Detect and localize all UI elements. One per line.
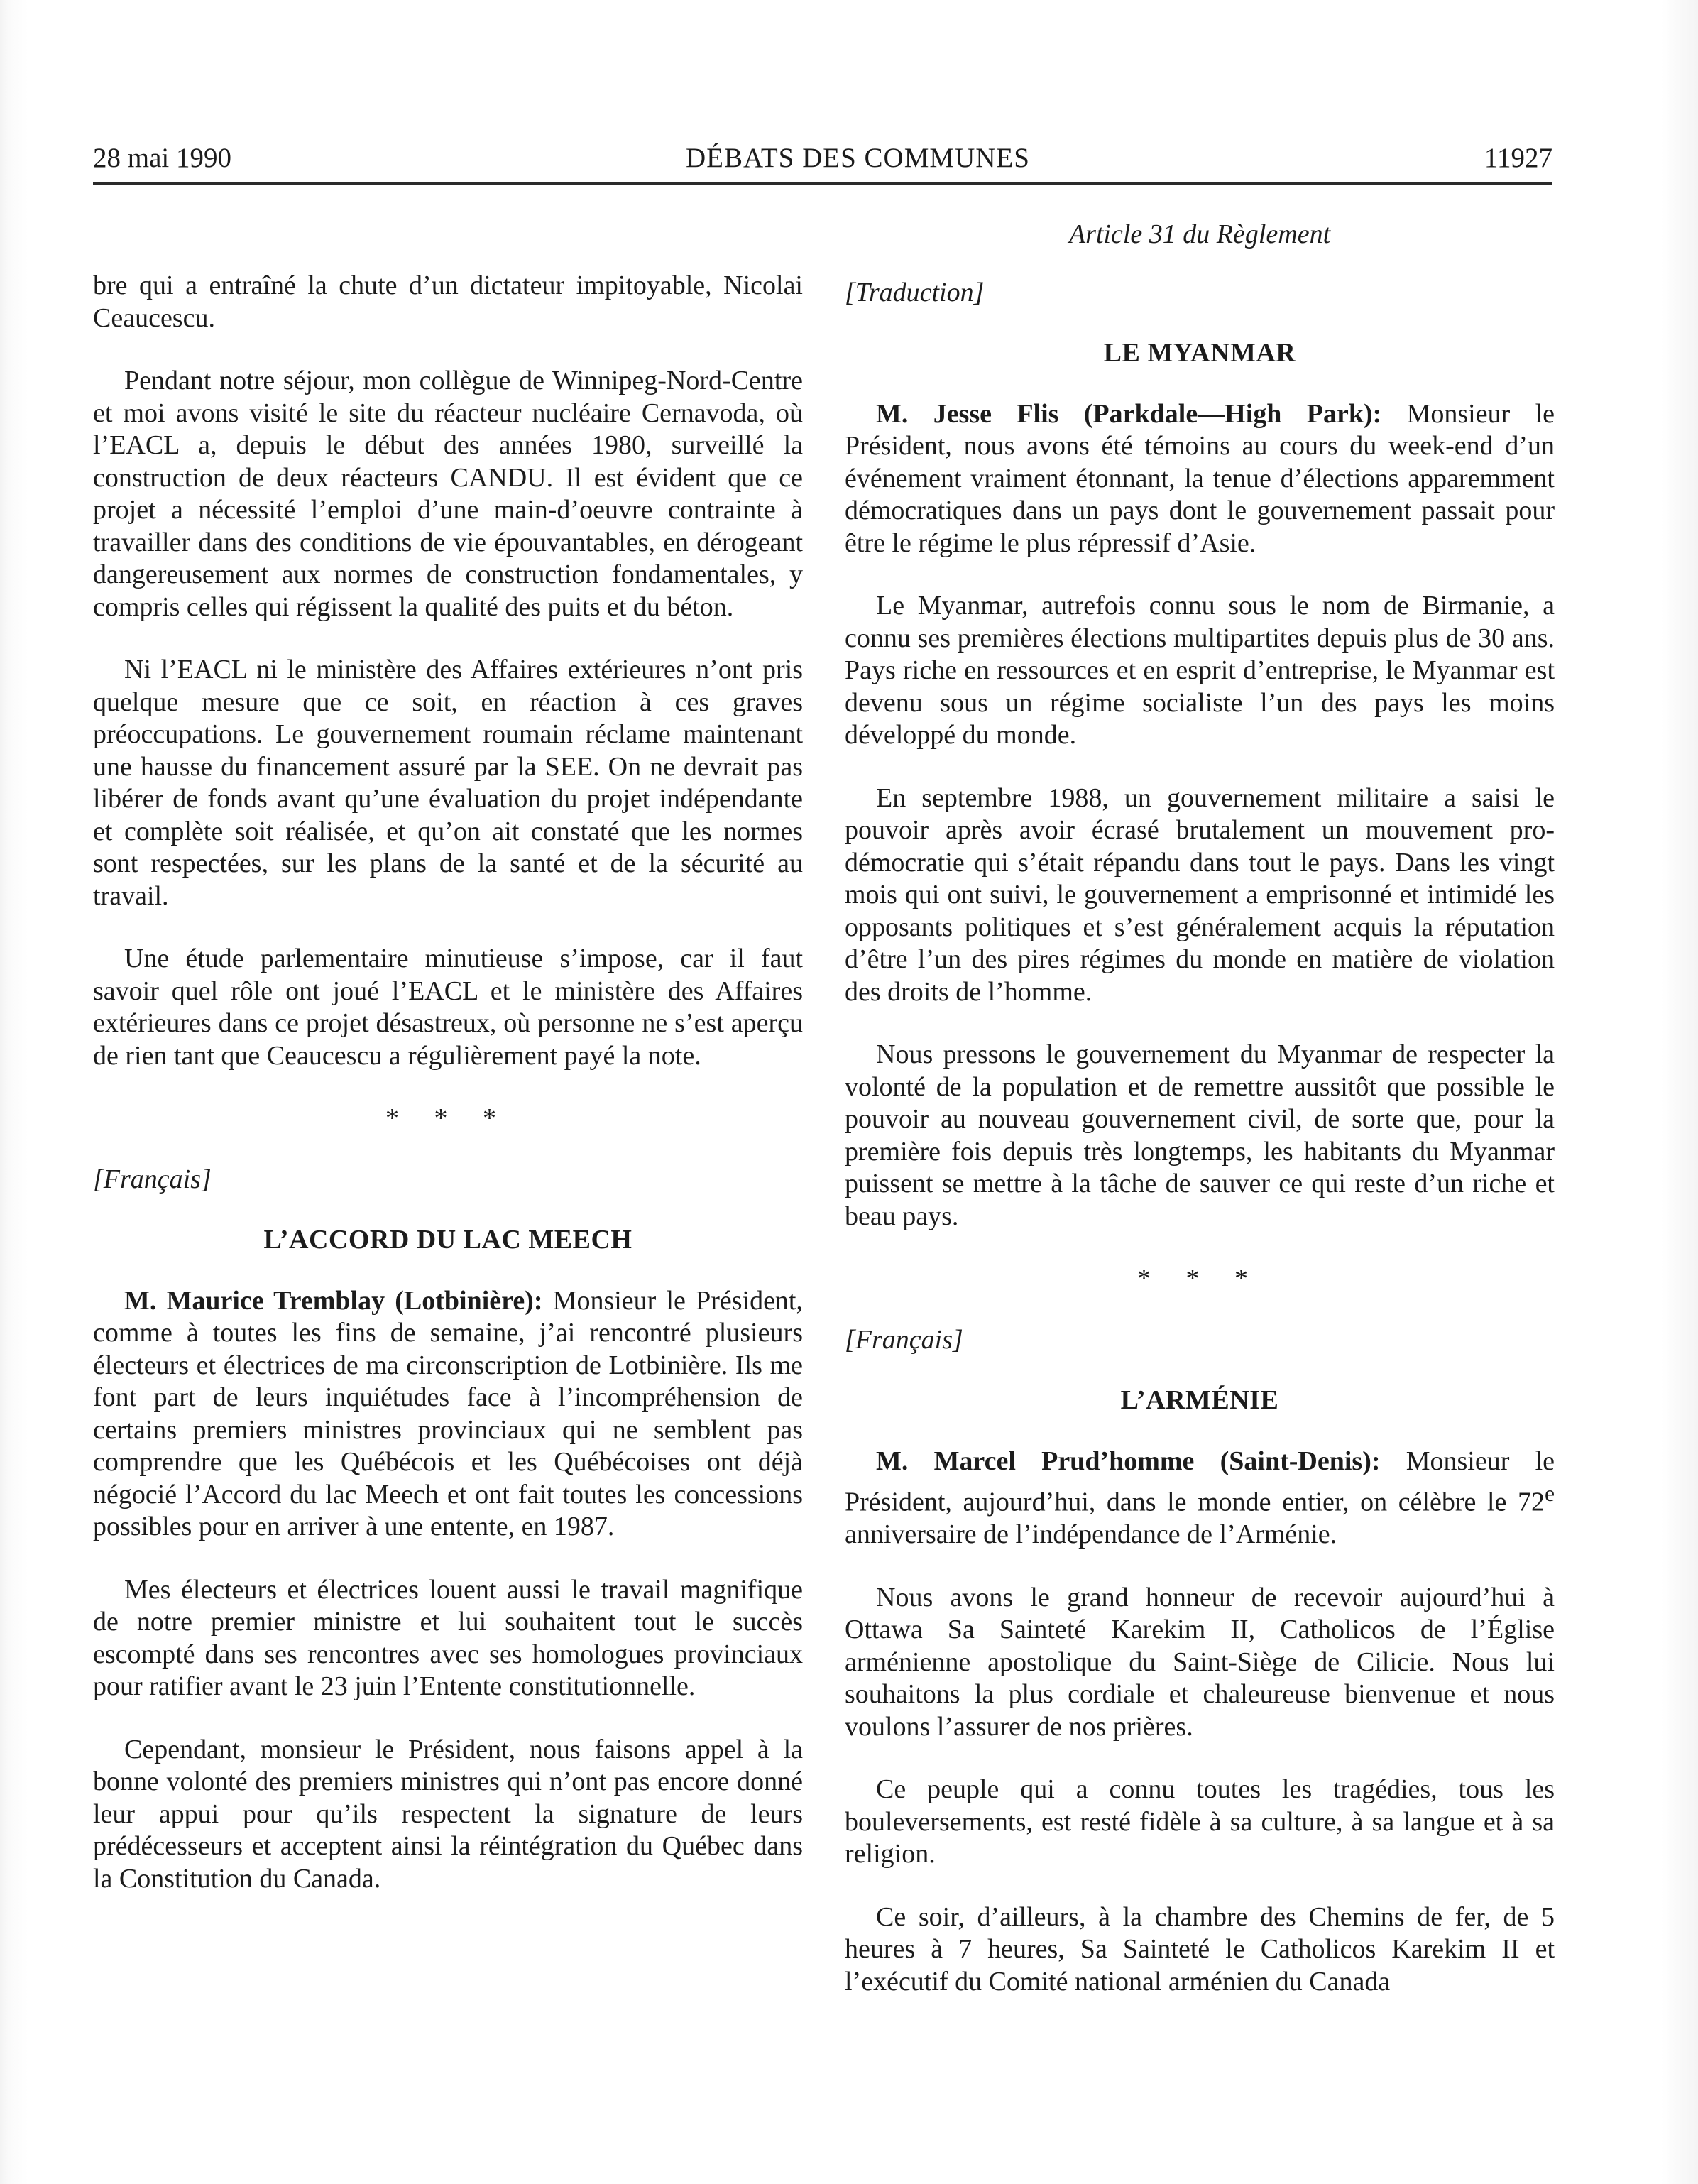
- paragraph: Ni l’EACL ni le ministère des Affaires extérieures n’ont pris quelque mesure que ce soit, en réaction à ces graves préoccupations. Le gouvernement roumain réclame maintenant une hausse du financement assuré par la SEE. On ne devrait pas libérer de fonds avant qu’une évaluation du projet indépendante et complète soit réalisée, et qu’on ait constaté que les normes sont respectées, sur les plans de la santé et de la sécurité au travail.: [93, 655, 803, 911]
- right-column: [845, 219, 1555, 2029]
- paragraph: Nous pressons le gouvernement du Myanmar de respecter la volonté de la population et de remettre aussitôt que possible le pouvoir au nouveau gouvernement civil, de sorte que, pour la première fois depuis très longtemps, les habitants du Myanmar puissent se mettre à la tâche de sauver ce qui reste d’un riche et beau pays.: [845, 1039, 1555, 1231]
- speaker-name: M. Jesse Flis (Parkdale—High Park):: [876, 398, 1382, 429]
- paragraph: Une étude parlementaire minutieuse s’impose, car il faut savoir quel rôle ont joué l’EACL et le ministère des Affaires extérieures dans ce projet désastreux, où personne ne s’est aperçu de rien tant que Ceaucescu a régulièrement payé la note.: [93, 944, 803, 1071]
- ordinal-superscript: e: [1544, 1481, 1555, 1506]
- speech-text: Monsieur le Président, nous avons été témoins au cours du week-end d’un événement vraiment étonnant, la tenue d’élections apparemment démocratiques dans un pays dont le gouvernement passait pour être le régime le plus répressif d’Asie.: [845, 398, 1555, 558]
- language-tag: [Français]: [93, 1164, 212, 1194]
- header-page-number: 11927: [1484, 143, 1552, 173]
- paragraph: Nous avons le grand honneur de recevoir aujourd’hui à Ottawa Sa Sainteté Karekim II, Catholicos de l’Église arménienne apostolique du Saint-Siège de Cilicie. Nous lui souhaitons la plus cordiale et chaleureuse bienvenue et nous voulons l’assurer de nos prières.: [845, 1582, 1555, 1742]
- speech-text: Monsieur le Président, aujourd’hui, dans le monde entier, on célèbre le 72: [845, 1446, 1555, 1517]
- speech-text: anniversaire de l’indépendance de l’Arménie.: [845, 1519, 1337, 1550]
- speaker-name: M. Marcel Prud’homme (Saint-Denis):: [876, 1446, 1381, 1476]
- paragraph: bre qui a entraîné la chute d’un dictateur impitoyable, Nicolai Ceaucescu.: [93, 271, 803, 333]
- paragraph: Le Myanmar, autrefois connu sous le nom de Birmanie, a connu ses premières élections multipartites depuis plus de 30 ans. Pays riche en ressources et en esprit d’entreprise, le Myanmar est devenu sous un régime socialiste l’un des pays les moins développé du monde.: [845, 591, 1555, 750]
- speech-paragraph: [93, 1285, 803, 1544]
- paragraph: Ce soir, d’ailleurs, à la chambre des Chemins de fer, de 5 heures à 7 heures, Sa Sainteté le Catholicos Karekim II et l’exécutif du Comité national arménien du Canada: [845, 1901, 1555, 1997]
- page-header: [93, 142, 1552, 185]
- language-tag: [Français]: [845, 1324, 963, 1355]
- speaker-name: M. Maurice Tremblay (Lotbinière):: [124, 1285, 543, 1316]
- paragraph: Ce peuple qui a connu toutes les tragédies, tous les bouleversements, est resté fidèle à sa culture, à sa langue et à sa religion.: [845, 1774, 1555, 1869]
- paragraph: Pendant notre séjour, mon collègue de Winnipeg-Nord-Centre et moi avons visité le site du réacteur nucléaire Cernavoda, où l’EACL a, depuis le début des années 1980, surveillé la construction de deux réacteurs CANDU. Il est évident que ce projet a nécessité l’emploi d’une main-d’oeuvre contrainte à travailler dans des conditions de vie épouvantables, en dérogeant dangereusement aux normes de construction fondamentales, y compris celles qui régissent la qualité des puits et du béton.: [93, 366, 803, 622]
- left-column: [93, 270, 803, 1926]
- paragraph: Cependant, monsieur le Président, nous faisons appel à la bonne volonté des premiers ministres qui n’ont pas encore donné leur appui pour qu’ils respectent la signature de leurs prédécesseurs et acceptent ainsi la réintégration du Québec dans la Constitution du Canada.: [93, 1734, 803, 1894]
- section-separator: * * *: [1137, 1264, 1262, 1294]
- paragraph: En septembre 1988, un gouvernement militaire a saisi le pouvoir après avoir écrasé brutalement un mouvement pro-démocratie qui s’était répandu dans tout le pays. Dans les vingt mois qui ont suivi, le gouvernement a emprisonné et intimidé les opposants politiques et s’est généralement acquis la réputation d’être l’un des pires régimes du monde en matière de violation des droits de l’homme.: [845, 782, 1555, 1007]
- speech-paragraph: [845, 398, 1555, 560]
- language-tag: [Traduction]: [845, 277, 985, 307]
- header-date: 28 mai 1990: [93, 143, 231, 173]
- section-heading: L’ARMÉNIE: [1120, 1385, 1279, 1415]
- section-heading: LE MYANMAR: [1103, 338, 1296, 368]
- paragraph: Mes électeurs et électrices louent aussi le travail magnifique de notre premier ministre et lui souhaitent tout le succès escompté dans ses rencontres avec ses homologues provinciaux pour ratifier avant le 23 juin l’Entente constitutionnelle.: [93, 1574, 803, 1701]
- section-heading: L’ACCORD DU LAC MEECH: [263, 1225, 632, 1255]
- section-separator: * * *: [385, 1103, 510, 1133]
- header-title: DÉBATS DES COMMUNES: [686, 143, 1030, 173]
- article-reference: Article 31 du Règlement: [1068, 219, 1331, 249]
- speech-paragraph: [845, 1446, 1555, 1551]
- speech-text: Monsieur le Président, comme à toutes les fins de semaine, j’ai rencontré plusieurs électeurs et électrices de ma circonscription de Lotbinière. Ils me font part de leurs inquiétudes face à l’incompréhension de certains premiers ministres provinciaux qui ne semblent pas comprendre que les Québécois et les Québécoises ont déjà négocié l’Accord du lac Meech et ont fait toutes les concessions possibles pour en arriver à une entente, en 1987.: [93, 1285, 803, 1541]
